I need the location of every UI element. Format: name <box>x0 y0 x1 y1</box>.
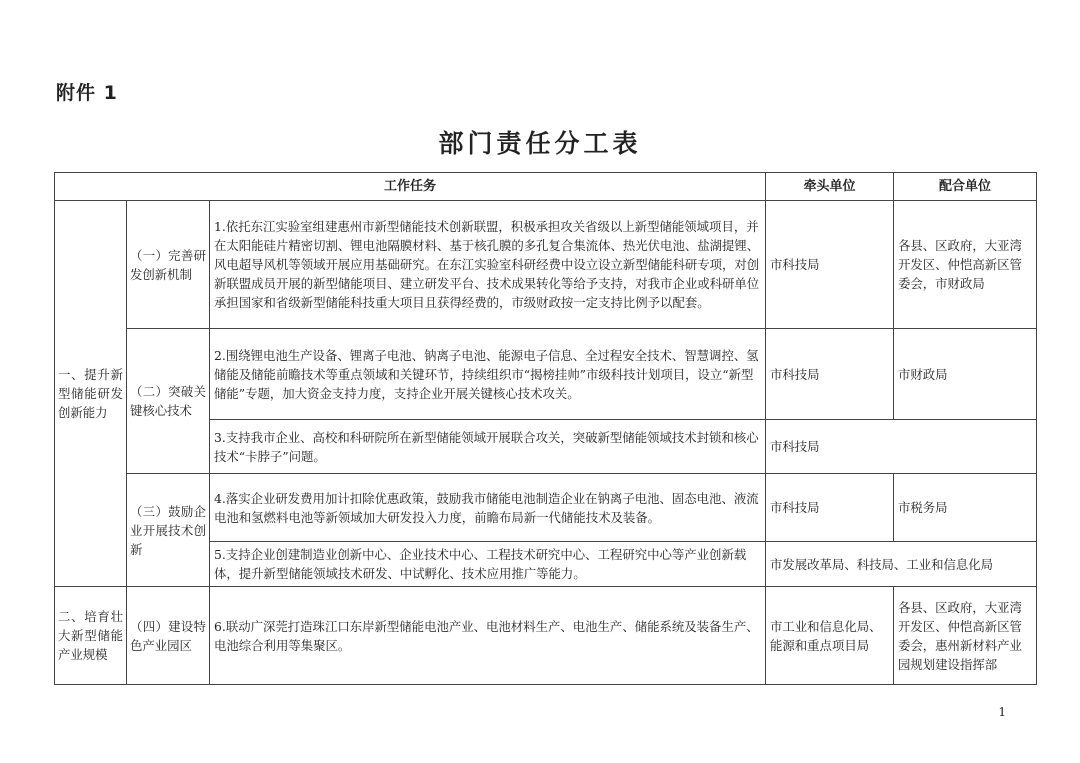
subcategory-cell: （二）突破关键核心技术 <box>127 329 210 474</box>
table-row <box>55 201 1037 329</box>
header-lead: 牵头单位 <box>766 173 894 201</box>
coop-unit-cell: 市税务局 <box>894 474 1037 542</box>
lead-unit-cell: 市科技局 <box>766 201 894 329</box>
task-cell: 3.支持我市企业、高校和科研院所在新型储能领域开展联合攻关，突破新型储能领域技术封锁和核心技术“卡脖子”问题。 <box>210 420 766 474</box>
table-row <box>55 587 1037 685</box>
lead-unit-cell: 市科技局 <box>766 420 1037 474</box>
page-number: 1 <box>998 705 1006 719</box>
page-title: 部门责任分工表 <box>438 129 642 158</box>
coop-unit-cell: 各县、区政府，大亚湾开发区、仲恺高新区管委会，市财政局 <box>894 201 1037 329</box>
task-cell: 5.支持企业创建制造业创新中心、企业技术中心、工程技术研究中心、工程研究中心等产业创新载体，提升新型储能领域技术研发、中试孵化、技术应用推广等能力。 <box>210 542 766 587</box>
attachment-label: 附件 1 <box>56 82 118 104</box>
lead-coop-unit-cell: 市发展改革局、科技局、工业和信息化局 <box>766 542 1037 587</box>
coop-unit-cell: 各县、区政府，大亚湾开发区、仲恺高新区管委会，惠州新材料产业园规划建设指挥部 <box>894 587 1037 685</box>
task-cell: 2.围绕锂电池生产设备、锂离子电池、钠离子电池、能源电子信息、全过程安全技术、智慧调控、氢储能及储能前瞻技术等重点领域和关键环节，持续组织市“揭榜挂帅”市级科技计划项目，设立“新型储能”专题，加大资金支持力度，支持企业开展关键核心技术攻关。 <box>210 329 766 420</box>
subcategory-cell: （一）完善研发创新机制 <box>127 201 210 329</box>
subcategory-cell: （四）建设特色产业园区 <box>127 587 210 685</box>
coop-unit-cell: 市财政局 <box>894 329 1037 420</box>
table-header-row <box>55 173 1037 201</box>
header-coop: 配合单位 <box>894 173 1037 201</box>
subcategory-cell: （三）鼓励企业开展技术创新 <box>127 474 210 587</box>
lead-unit-cell: 市科技局 <box>766 474 894 542</box>
task-cell: 1.依托东江实验室组建惠州市新型储能技术创新联盟，积极承担攻关省级以上新型储能领域项目，并在太阳能硅片精密切割、锂电池隔膜材料、基于核孔膜的多孔复合集流体、热光伏电池、盐湖提锂、风电超导风机等领域开展应用基础研究。在东江实验室科研经费中设立设立新型储能科研专项，对创新联盟成员开展的新型储能项目、建立研发平台、技术成果转化等给予支持，对我市企业或科研单位承担国家和省级新型储能科技重大项目且获得经费的，市级财政按一定支持比例予以配套。 <box>210 201 766 329</box>
lead-unit-cell: 市工业和信息化局、能源和重点项目局 <box>766 587 894 685</box>
task-cell: 4.落实企业研发费用加计扣除优惠政策，鼓励我市储能电池制造企业在钠离子电池、固态电池、液流电池和氢燃料电池等新领域加大研发投入力度，前瞻布局新一代储能技术及装备。 <box>210 474 766 542</box>
responsibility-table <box>54 172 1037 685</box>
lead-unit-cell: 市科技局 <box>766 329 894 420</box>
table-row <box>55 474 1037 542</box>
header-task: 工作任务 <box>55 173 766 201</box>
category-cell: 二、培育壮大新型储能产业规模 <box>55 587 127 685</box>
task-cell: 6.联动广深莞打造珠江口东岸新型储能电池产业、电池材料生产、电池生产、储能系统及装备生产、电池综合利用等集聚区。 <box>210 587 766 685</box>
category-cell: 一、提升新型储能研发创新能力 <box>55 201 127 587</box>
table-row <box>55 329 1037 420</box>
